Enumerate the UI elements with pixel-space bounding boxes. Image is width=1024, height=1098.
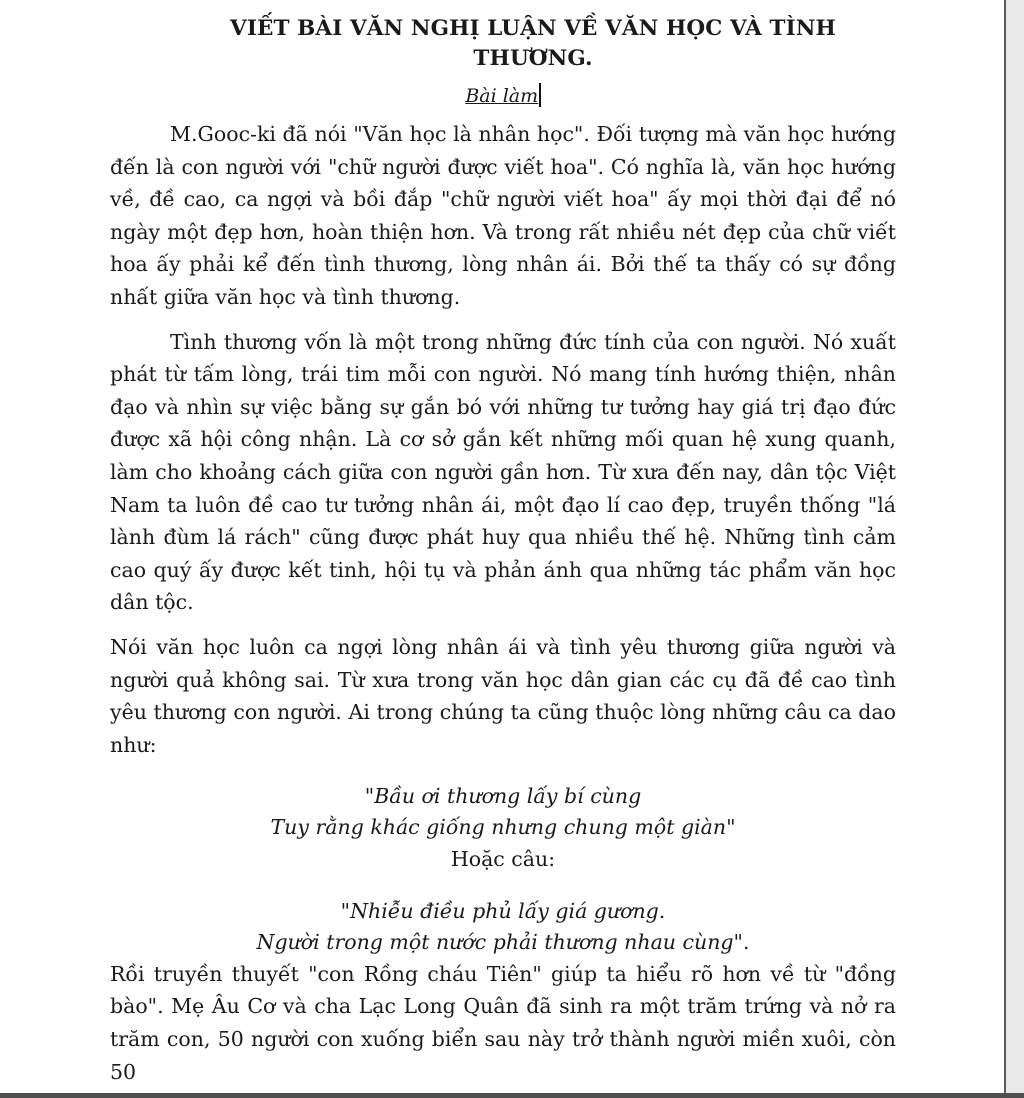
verse-2-line-1: "Nhiễu điều phủ lấy giá gương.	[340, 898, 666, 923]
paragraph-1: M.Gooc-ki đã nói "Văn học là nhân học". Đối tượng mà văn học hướng đến là con người với "chữ người được viết hoa". Có nghĩa là, văn học hướng về, đề cao, ca ngợi và bồi đắp "chữ người viết hoa" ấy mọi thời đại để nó ngày một đẹp hơn, hoàn thiện hơn. Và trong rất nhiều nét đẹp của chữ viết hoa ấy phải kể đến tình thương, lòng nhân ái. Bởi thế ta thấy có sự đồng nhất giữa văn học và tình thương.	[110, 122, 896, 309]
paragraph-4: Rồi truyền thuyết "con Rồng cháu Tiên" giúp ta hiểu rõ hơn về từ "đồng bào". Mẹ Âu Cơ và cha Lạc Long Quân đã sinh ra một trăm trứng và nở ra trăm con, 50 người con xuống biển sau này trở thành người miền xuôi, còn 50	[110, 961, 896, 1084]
verse-2-line-2: Người trong một nước phải thương nhau cùng".	[256, 929, 750, 954]
verse-2	[110, 896, 896, 958]
document-subtitle	[110, 82, 896, 110]
paragraph-3: Nói văn học luôn ca ngợi lòng nhân ái và tình yêu thương giữa người và người quả không sai. Từ xưa trong văn học dân gian các cụ đã đề cao tình yêu thương con người. Ai trong chúng ta cũng thuộc lòng những câu ca dao như:	[110, 634, 896, 757]
window-bottom-border	[0, 1093, 1024, 1098]
window-right-border	[1004, 0, 1024, 1098]
text-cursor	[539, 83, 541, 107]
verse-1	[110, 781, 896, 843]
paragraph-2: Tình thương vốn là một trong những đức tính của con người. Nó xuất phát từ tấm lòng, trái tim mỗi con người. Nó mang tính hướng thiện, nhân đạo và nhìn sự việc bằng sự gắn bó với những tư tưởng hay giá trị đạo đức được xã hội công nhận. Là cơ sở gắn kết những mối quan hệ xung quanh, làm cho khoảng cách giữa con người gần hơn. Từ xưa đến nay, dân tộc Việt Nam ta luôn đề cao tư tưởng nhân ái, một đạo lí cao đẹp, truyền thống "lá lành đùm lá rách" cũng được phát huy qua nhiều thế hệ. Những tình cảm cao quý ấy được kết tinh, hội tụ và phản ánh qua những tác phẩm văn học dân tộc.	[110, 329, 896, 615]
document-body[interactable]	[110, 14, 896, 1088]
subtitle-text: Bài làm	[465, 85, 539, 107]
verse-1-line-1: "Bầu ơi thương lấy bí cùng	[364, 784, 642, 809]
verse-1-line-2: Tuy rằng khác giống nhưng chung một giàn"	[270, 815, 736, 840]
document-title: VIẾT BÀI VĂN NGHỊ LUẬN VỀ VĂN HỌC VÀ TÌNH THƯƠNG.	[230, 16, 836, 71]
connector-text: Hoặc câu:	[450, 847, 556, 872]
